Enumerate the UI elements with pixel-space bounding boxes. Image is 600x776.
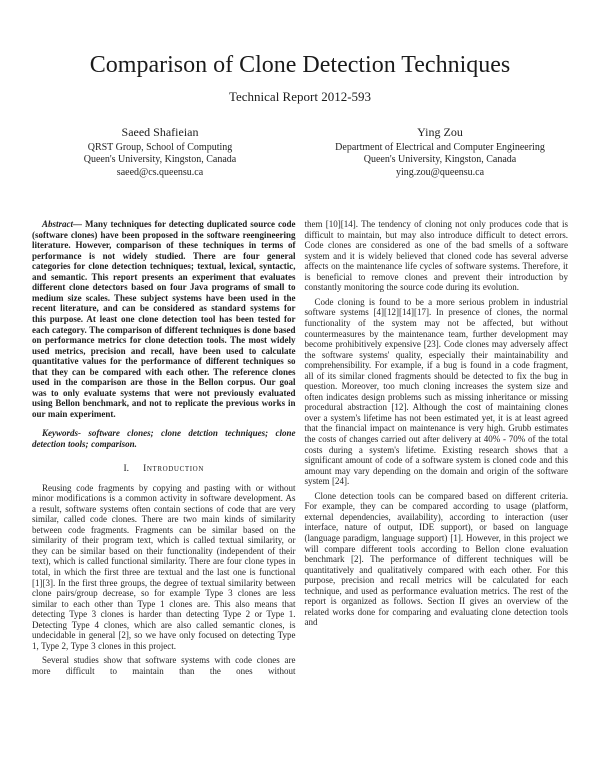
- body-paragraph-1: them [10][14]. The tendency of cloning not only produces code that is difficult to maintain, but may also introduce difficult to detect errors. Code clones are considered as one of the bad smells of a software system and it is widely believed that cloned code has several adverse affects on the maintenance life cycles of software systems. Therefore, it is beneficial to remove clones and prevent their introduction by constantly monitoring the source code during its evolution.: [304, 219, 568, 293]
- body-paragraph-2: Code cloning is found to be a more serious problem in industrial software systems [4][12][14][17]. In presence of clones, the normal functionality of the system may not be affected, but without countermeasures by the maintenance team, further development may become prohibitively expensive [23]. Code clones may adversely affect the software systems' quality, especially their maintainability and comprehensibility. For example, if a bug is found in a code fragment, all of its similar cloned fragments should be detected to fix the bug in question. Moreover, too much cloning increases the system size and often indicates design problems such as missing inheritance or missing procedural abstraction [12]. Although the cost of maintaining clones over a system's lifetime has not been estimated yet, it is at least agreed that the financial impact on maintenance is very high. Grubb estimates the costs of changes carried out after delivery at 40% - 70% of the total costs during a system's lifetime. Existing research shows that a significant amount of code of a software system is cloned code and this amount may vary depending on the domain and origin of the software system [24].: [304, 296, 568, 487]
- body-columns: [0, 219, 600, 680]
- author-name: Saeed Shafieian: [121, 124, 199, 139]
- intro-paragraph-2: Several studies show that software systems with code clones are more difficult to maintain than the ones without: [32, 655, 296, 676]
- author-block-1: [20, 125, 300, 180]
- keywords-label: Keywords-: [42, 428, 81, 439]
- abstract-paragraph: [32, 219, 296, 419]
- author-email: ying.zou@queensu.ca: [395, 166, 485, 178]
- author-affiliation: Queen's University, Kingston, Canada: [363, 154, 517, 166]
- author-email: saeed@cs.queensu.ca: [116, 166, 204, 178]
- author-affiliation: QRST Group, School of Computing: [87, 141, 233, 153]
- page-subtitle: Technical Report 2012-593: [228, 88, 372, 104]
- intro-paragraph-1: Reusing code fragments by copying and pasting with or without minor modifications is a common activity in software development. As a result, software systems often contain sections of code that are very similar, called code clones. There are two main kinds of similarity between code fragments. Fragments can be similar based on the similarity of their program text, which is called textual similarity, or they can be similar based on their functionality (independent of their text), which is called functional similarity. There are four clone types in total, in which the first three are textual and the last one is functional [1][3]. In the first three groups, the degree of textual similarity between clone pairs/group decrease, so for example Type 3 clones are less similar to each other than Type 1 clones are. This also means that detecting Type 3 clones is harder than detecting Type 2 or Type 1. Detecting Type 4 clones, which are also called semantic clones, is undecidable in general [2], so we have only focused on detecting Type 1, Type 2, Type 3 clones in this project.: [32, 482, 296, 651]
- authors-row: [0, 125, 600, 180]
- abstract-label: Abstract—: [42, 219, 83, 230]
- section-heading-introduction: [32, 464, 296, 474]
- author-name: Ying Zou: [417, 124, 463, 139]
- keywords-text: software clones; clone detction techniques; clone detection tools; comparison.: [32, 428, 296, 450]
- author-block-2: [300, 125, 580, 180]
- section-title: Introduction: [143, 463, 204, 474]
- abstract-text: Many techniques for detecting duplicated source code (software clones) have been proposed in the software reengineering literature. However, comparison of these techniques in terms of performance is not widely studied. There are four general categories for clone detection techniques; textual, lexical, syntactic, and semantic. This report presents an experiment that evaluates different clone detectors based on four Java programs of small to medium size scales. These subject systems have been used in the recent literature, and can be considered as standard systems for this purpose. At least one clone detection tool has been tested for each category. The comparison of different techniques is done based on performance metrics for clone detection tools. The most widely used metrics, precision and recall, have been used to calculate quantitative values for the performance of different techniques so that they can be compared with each other. The reference clones used in the comparison are those in the Bellon corpus. Our goal was to only evaluate systems that were not previously evaluated using Bellon benchmark, and not to replicate the previous works in our main experiment.: [32, 219, 296, 419]
- left-column: [32, 219, 296, 680]
- right-column: [305, 219, 569, 680]
- section-number: I.: [123, 463, 130, 474]
- keywords-paragraph: [32, 428, 296, 449]
- page-title: Comparison of Clone Detection Techniques: [89, 52, 511, 78]
- body-paragraph-3: Clone detection tools can be compared based on different criteria. For example, they can be compared according to usage (platform, external dependencies, availability), according to interaction (user interface, nature of output, IDE support), or based on language (language paradigm, language support) [1]. However, in this project we will compare different tools according to Bellon clone evaluation benchmark [2]. The performance of different techniques will be quantitatively and qualitatively compared with each other. For this purpose, precision and recall metrics will be calculated for each technique, and used as performance evaluation metrics. The rest of the report is organized as follows. Section II gives an overview of the related works done for comparing and evaluating clone detection tools and: [304, 490, 568, 628]
- author-affiliation: Department of Electrical and Computer Engineering: [335, 141, 545, 153]
- author-affiliation: Queen's University, Kingston, Canada: [83, 154, 237, 166]
